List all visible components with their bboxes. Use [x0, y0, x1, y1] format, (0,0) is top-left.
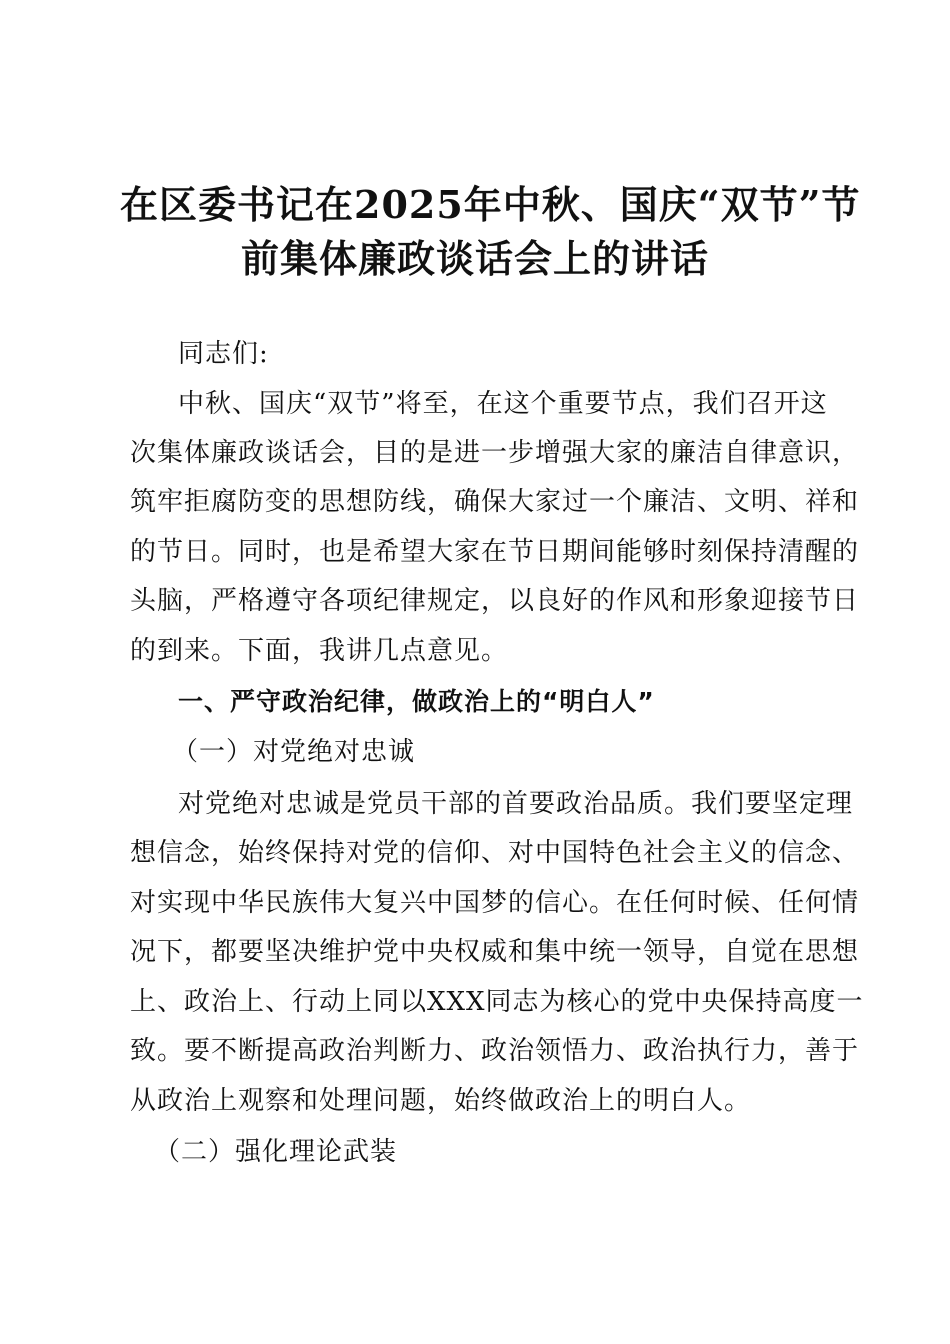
section-heading: 一、严守政治纪律，做政治上的“明白人” [178, 687, 655, 716]
paragraph-line: 想信念，始终保持对党的信仰、对中国特色社会主义的信念、 [130, 838, 860, 868]
paragraph-line: 头脑，严格遵守各项纪律规定，以良好的作风和形象迎接节日 [130, 586, 860, 616]
paragraph-line: 的到来。下面，我讲几点意见。 [130, 636, 509, 666]
paragraph-line: 对党绝对忠诚是党员干部的首要政治品质。我们要坚定理 [178, 789, 854, 819]
paragraph-line: 筑牢拒腐防变的思想防线，确保大家过一个廉洁、文明、祥和 [130, 487, 860, 517]
paragraph-line: 的节日。同时，也是希望大家在节日期间能够时刻保持清醒的 [130, 537, 860, 567]
paragraph-line: 次集体廉政谈话会，目的是进一步增强大家的廉洁自律意识， [130, 438, 860, 468]
document-title-line-1: 在区委书记在2025年中秋、国庆“双节”节 [120, 182, 861, 227]
salutation: 同志们: [178, 339, 269, 369]
document-title-line-2: 前集体廉政谈话会上的讲话 [240, 236, 709, 281]
paragraph-line: 况下，都要坚决维护党中央权威和集中统一领导，自觉在思想 [130, 937, 860, 967]
paragraph-line: 致。要不断提高政治判断力、政治领悟力、政治执行力，善于 [130, 1036, 860, 1066]
subsection-heading: （一）对党绝对忠诚 [172, 737, 416, 767]
subsection-heading: （二）强化理论武装 [154, 1137, 398, 1167]
paragraph-line: 上、政治上、行动上同以XXX同志为核心的党中央保持高度一 [130, 987, 864, 1017]
paragraph-line: 对实现中华民族伟大复兴中国梦的信心。在任何时候、任何情 [130, 888, 860, 918]
paragraph-line: 中秋、国庆“双节”将至，在这个重要节点，我们召开这 [178, 389, 828, 419]
paragraph-line: 从政治上观察和处理问题，始终做政治上的明白人。 [130, 1086, 752, 1116]
